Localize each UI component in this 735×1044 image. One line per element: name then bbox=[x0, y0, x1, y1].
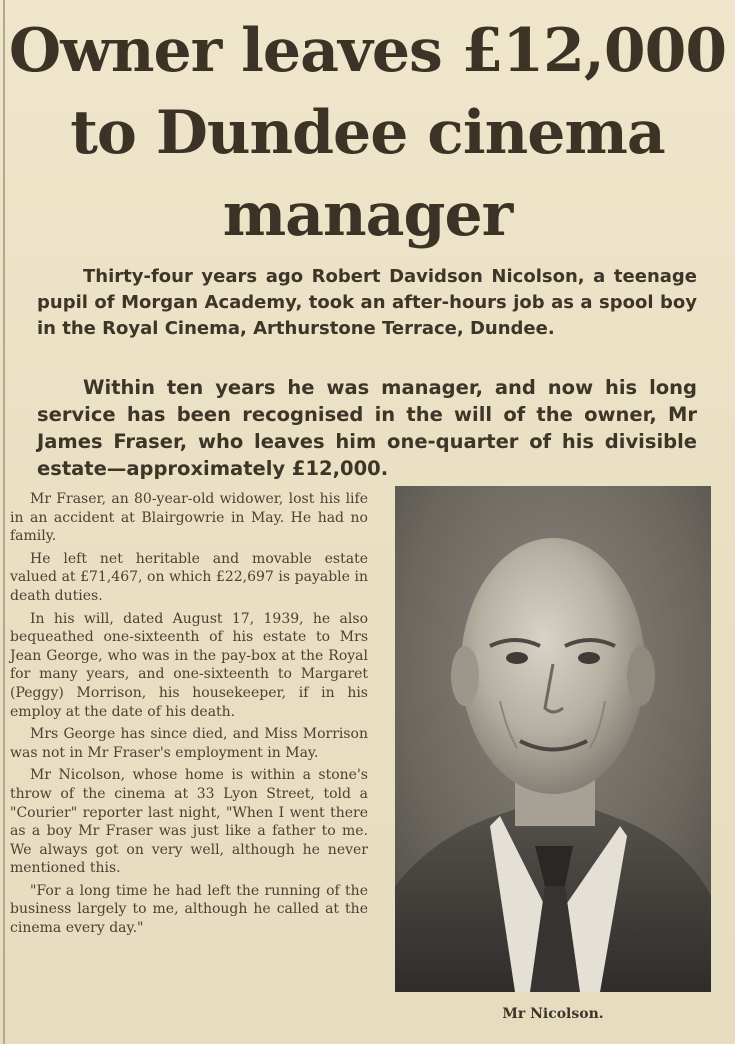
body-paragraph: "For a long time he had left the running of the business largely to me, although he called at the cinema every day." bbox=[10, 882, 368, 937]
lead-paragraph-1: Thirty-four years ago Robert Davidson Nicolson, a teenage pupil of Morgan Academy, took an after-hours job as a spool boy in the Royal Cinema, Arthurstone Terrace, Dundee. bbox=[37, 266, 697, 339]
body-column bbox=[10, 490, 368, 942]
lead-paragraph-2: Within ten years he was manager, and now his long service has been recognised in the will of the owner, Mr James Fraser, who leaves him one-quarter of his divisible estate—approximately £12,000. bbox=[37, 376, 697, 480]
headline: Owner leaves £12,000 to Dundee cinema manager bbox=[8, 16, 727, 250]
portrait-photo bbox=[395, 486, 711, 992]
body-paragraph: Mrs George has since died, and Miss Morrison was not in Mr Fraser's employment in May. bbox=[10, 726, 368, 761]
body-paragraph: In his will, dated August 17, 1939, he also bequeathed one-sixteenth of his estate to Mrs Jean George, who was in the pay-box at the Royal for many years, and one-sixteenth to Margaret (Peggy) Morrison, his housekeeper, if in his employ at the date of his death. bbox=[10, 610, 368, 720]
photo-caption: Mr Nicolson. bbox=[502, 1006, 604, 1022]
body-paragraph: Mr Nicolson, whose home is within a stone's throw of the cinema at 33 Lyon Street, told a "Courier" reporter last night, "When I went there as a boy Mr Fraser was just like a father to me. We always got on very well, although he never mentioned this. bbox=[10, 767, 368, 877]
body-paragraph: He left net heritable and movable estate valued at £71,467, on which £22,697 is payable in death duties. bbox=[10, 550, 368, 604]
body-paragraph: Mr Fraser, an 80-year-old widower, lost his life in an accident at Blairgowrie in May. He had no family. bbox=[10, 491, 368, 545]
